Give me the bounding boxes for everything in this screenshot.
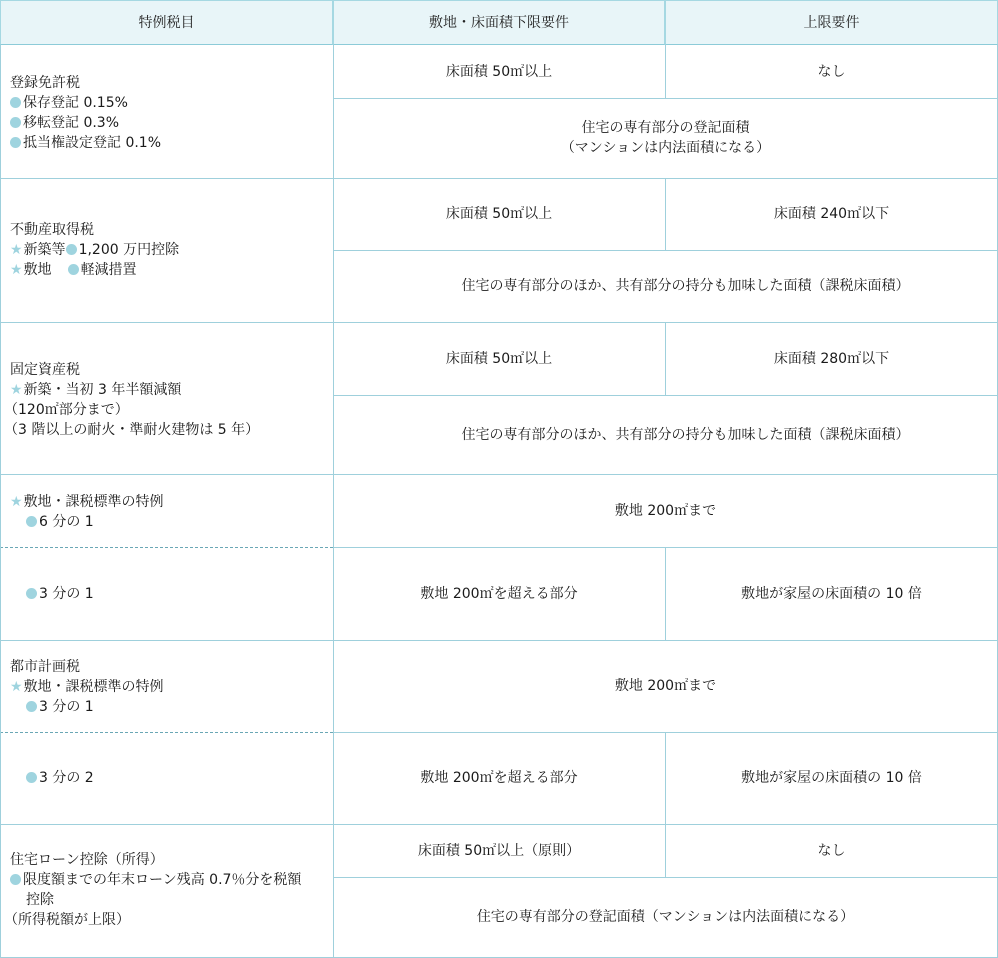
bullet-dot-icon [26,588,37,599]
housing-loan-item: 限度額までの年末ローン残高 0.7％分を税額 [10,870,301,890]
star-icon: ★ [10,679,23,695]
housing-loan-lower-requirement: 床面積 50㎡以上（原則） [417,842,581,859]
property-upper-requirement: 床面積 280㎡以下 [773,350,890,367]
acquisition-tax-item: ★新築等 1,200 万円控除 [10,242,180,258]
land-special-sub2-upper: 敷地が家屋の床面積の 10 倍 [741,585,922,602]
bullet-dot-icon [26,701,37,712]
city-planning-sub2-upper: 敷地が家屋の床面積の 10 倍 [741,770,922,786]
property-lower-requirement: 床面積 50㎡以上 [445,350,553,367]
housing-loan-area-note: 住宅の専有部分の登記面積（マンションは内法面積になる） [476,909,855,925]
property-tax-item: （3 階以上の耐火・準耐火建物は 5 年） [4,422,260,438]
column-divider [0,45,1,958]
acquisition-area-note: 住宅の専有部分のほか、共有部分の持分も加味した面積（課税床面積） [461,278,910,294]
acquisition-lower-requirement: 床面積 50㎡以上 [445,206,553,222]
header-upper-requirement: 上限要件 [665,0,998,45]
property-tax-item: ★新築・当初 3 年半額減額 [10,382,182,398]
star-icon: ★ [10,242,23,258]
star-icon: ★ [10,494,23,510]
registration-area-note [333,98,998,178]
registration-tax-item: 抵当権設定登記 0.1% [10,133,161,153]
bullet-dot-icon [10,97,21,108]
housing-loan-item-cont: 控除 [26,892,54,908]
land-special-title: ★敷地・課税標準の特例 [10,494,164,510]
star-icon: ★ [10,262,23,278]
city-planning-sub2: 3 分の 2 [26,768,94,788]
housing-loan-note: （所得税額が上限） [4,912,130,928]
registration-tax-title: 登録免許税 [10,75,80,91]
bullet-dot-icon [26,516,37,527]
land-special-sub2: 3 分の 1 [26,584,94,604]
city-planning-sub2-lower: 敷地 200㎡を超える部分 [420,770,578,786]
bullet-dot-icon [10,117,21,128]
dashed-divider [0,732,333,733]
registration-tax-item: 保存登記 0.15% [10,93,128,113]
acquisition-tax-item: ★敷地 軽減措置 [10,262,137,278]
land-special-sub1-value: 敷地 200㎡まで [614,502,717,519]
land-special-sub2-lower: 敷地 200㎡を超える部分 [420,585,578,602]
bullet-dot-icon [10,874,21,885]
registration-lower-requirement: 床面積 50㎡以上 [445,63,553,80]
property-area-note: 住宅の専有部分のほか、共有部分の持分も加味した面積（課税床面積） [461,426,910,443]
acquisition-upper-requirement: 床面積 240㎡以下 [773,206,890,222]
header-tax-item: 特例税目 [0,0,333,45]
bullet-dot-icon [66,244,77,255]
city-planning-tax-title: 都市計画税 [10,659,80,675]
city-planning-tax-item: ★敷地・課税標準の特例 [10,679,164,695]
bullet-dot-icon [26,772,37,783]
dashed-divider [0,547,333,548]
registration-tax-item: 移転登記 0.3% [10,113,119,133]
star-icon: ★ [10,382,23,398]
bullet-dot-icon [10,137,21,148]
city-planning-sub1-value: 敷地 200㎡まで [614,678,717,694]
registration-area-note-line1: 住宅の専有部分の登記面積 [581,120,750,136]
housing-loan-title: 住宅ローン控除（所得） [10,852,164,868]
acquisition-tax-title: 不動産取得税 [10,222,94,238]
land-special-sub1: 6 分の 1 [26,512,94,532]
housing-loan-upper-requirement: なし [817,842,846,859]
registration-upper-requirement: なし [817,63,846,80]
city-planning-sub1: 3 分の 1 [26,697,94,717]
header-lower-requirement: 敷地・床面積下限要件 [333,0,665,45]
property-tax-title: 固定資産税 [10,362,80,378]
bullet-dot-icon [68,264,79,275]
property-tax-item: （120㎡部分まで） [4,402,129,418]
registration-area-note-line2: （マンションは内法面積になる） [560,140,771,156]
